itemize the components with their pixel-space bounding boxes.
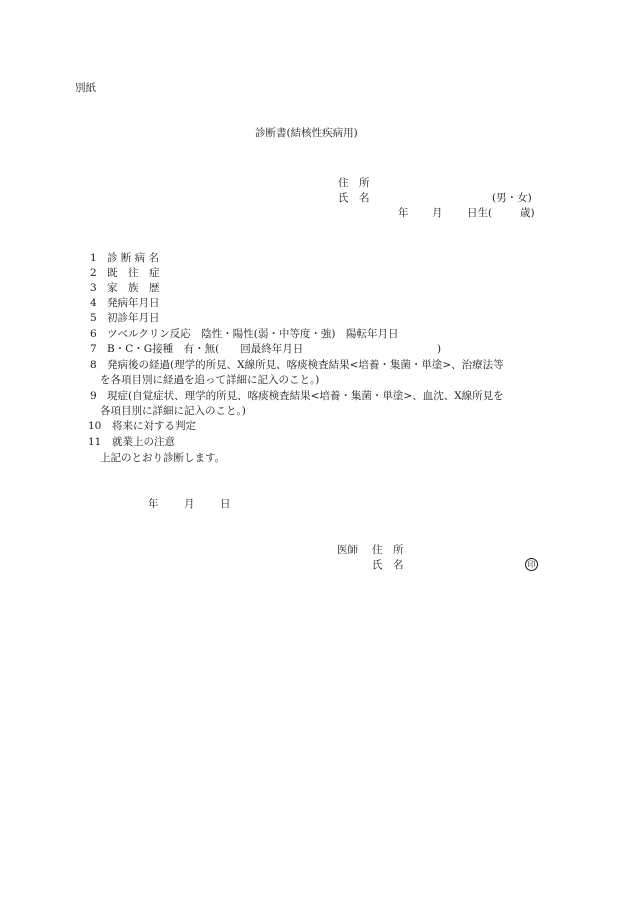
patient-name-label: 氏 名: [338, 192, 370, 204]
item-text: 将来に対する判定: [112, 420, 196, 432]
item-text-continuation: 各項目別に詳細に記入のこと。): [100, 405, 246, 417]
item-text: 既 往 症: [107, 267, 160, 279]
item-number: 3: [90, 282, 97, 294]
attachment-label: 別紙: [75, 82, 96, 94]
item-text: ツベルクリン反応 陰性・陽性(弱・中等度・強) 陽転年月日: [107, 328, 399, 340]
item-close-paren: ): [437, 343, 442, 355]
item-number: 8: [90, 359, 97, 371]
item-text: B・C・G接種 有・無( 回最終年月日: [107, 343, 304, 355]
item-number: 4: [90, 297, 97, 309]
patient-sex-options: (男・女): [492, 192, 532, 204]
item-number: 10: [88, 420, 102, 432]
patient-address-label: 住 所: [338, 177, 370, 189]
item-text: 家 族 歴: [107, 282, 160, 294]
date-month-label: 月: [184, 498, 195, 510]
patient-birth-day-label: 日生(: [467, 207, 493, 219]
doctor-title-label: 医師: [337, 544, 358, 556]
closing-statement: 上記のとおり診断します。: [100, 452, 226, 464]
seal-icon: 印: [525, 558, 538, 571]
item-number: 1: [90, 252, 97, 264]
item-number: 6: [90, 328, 97, 340]
item-number: 2: [90, 267, 97, 279]
date-day-label: 日: [220, 498, 231, 510]
item-text: 現症(自覚症状、理学的所見、喀痰検査結果<培養・集菌・単塗>、血沈、X線所見を: [107, 390, 504, 402]
item-text: 診 断 病 名: [107, 252, 160, 264]
item-text-continuation: を各項目別に経過を追って詳細に記入のこと。): [100, 374, 320, 386]
item-text: 発病後の経過(理学的所見、X線所見、喀痰検査結果<培養・集菌・単塗>、治療法等: [107, 359, 504, 371]
patient-birth-month-label: 月: [432, 207, 443, 219]
item-number: 5: [90, 312, 97, 324]
item-text: 初診年月日: [107, 312, 160, 324]
item-number: 9: [90, 390, 97, 402]
date-year-label: 年: [148, 498, 159, 510]
page-title: 診断書(結核性疾病用): [255, 127, 358, 139]
patient-age-label: 歳): [520, 207, 535, 219]
item-number: 11: [88, 436, 102, 448]
item-text: 発病年月日: [107, 297, 160, 309]
doctor-name-label: 氏 名: [372, 559, 404, 571]
item-text: 就業上の注意: [112, 436, 175, 448]
doctor-address-label: 住 所: [372, 544, 404, 556]
patient-birth-year-label: 年: [398, 207, 409, 219]
item-number: 7: [90, 343, 97, 355]
